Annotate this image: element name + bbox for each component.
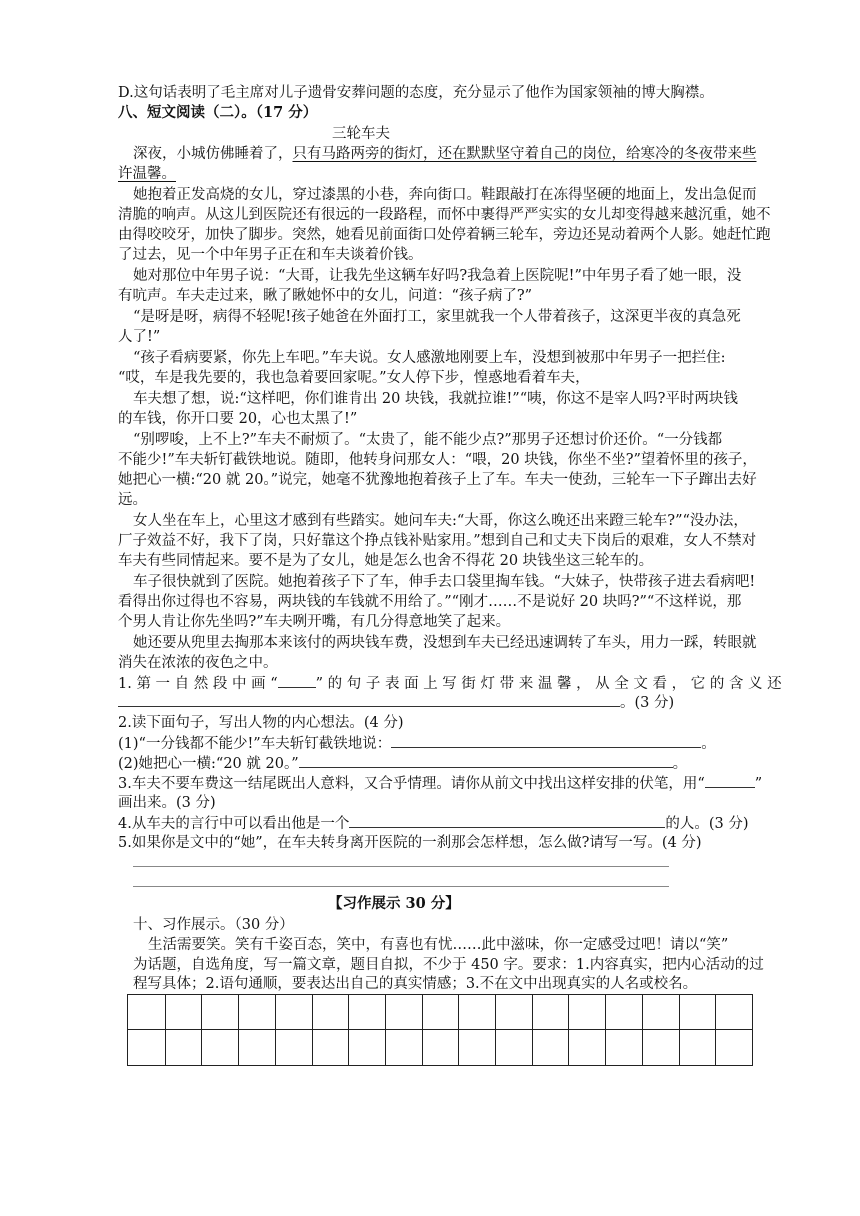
question-1-line-1: [118, 673, 782, 694]
grid-column-divider: [605, 995, 606, 1065]
q5-answer-line-1[interactable]: [133, 866, 669, 867]
para-4-line-2: 人了!”: [118, 329, 161, 345]
q4-suffix: 的人。(3 分): [665, 816, 749, 832]
para-8-line-2: 厂子效益不好，我下了岗，只好靠这个挣点钱补贴家用。”想到自己和丈夫下岗后的艰难，女人不禁对: [118, 533, 757, 549]
para-3-line-1: 她对那位中年男子说：“大哥，让我先坐这辆车好吗?我急着上医院呢!”中年男子看了她一眼，没: [133, 268, 742, 284]
para-1-line-2: 许温馨。: [118, 166, 176, 182]
grid-row-divider: [128, 1029, 752, 1030]
para-5-line-2: “哎，车是我先要的，我也急着要回家呢。”女人停下步，惶惑地看着车夫，: [118, 370, 590, 386]
para-7-line-2: 不能少!”车夫斩钉截铁地说。随即，他转身问那女人：“喂，20 块钱，你坐不坐?”望着怀里的孩子，: [118, 452, 757, 468]
para-6-line-1: 车夫想了想，说:“这样吧，你们谁肯出 20 块钱，我就拉谁!”“咦，你这不是宰人吗?平时两块钱: [133, 391, 738, 407]
para-10-line-1: 她还要从兜里去掏那本来该付的两块钱车费，没想到车夫已经迅速调转了车头，用力一踩，转眼就: [133, 635, 757, 651]
para-7-line-1: “别啰唆，上不上?”车夫不耐烦了。“太贵了，能不能少点?”那男子还想讨价还价。“一分钱都: [133, 432, 723, 448]
prompt-line-2: 为话题，自选角度，写一篇文章，题目自拟，不少于 450 字。要求：1.内容真实，把内心活动的过: [133, 957, 764, 973]
question-4: [118, 813, 749, 834]
para-3-line-2: 有吭声。车夫走过来，瞅了瞅她怀中的女儿，问道：“孩子病了?”: [118, 288, 533, 304]
q1-prefix: 1. 第 一 自 然 段 中 画 “: [118, 676, 278, 692]
option-d: D.这句话表明了毛主席对儿子遗骨安葬问题的态度，充分显示了他作为国家领袖的博大胸襟。: [118, 85, 714, 101]
q3-mark-blank[interactable]: [705, 773, 755, 788]
grid-column-divider: [165, 995, 166, 1065]
writing-grid[interactable]: [127, 994, 753, 1066]
q2-2-text: (2)她把心一横:“20 就 20。”: [118, 756, 299, 772]
grid-column-divider: [532, 995, 533, 1065]
grid-column-divider: [458, 995, 459, 1065]
grid-column-divider: [275, 995, 276, 1065]
para-2-line-4: 了过去，见一个中年男子正在和车夫谈着价钱。: [118, 247, 423, 263]
question-5: 5.如果你是文中的“她”，在车夫转身离开医院的一刹那会怎样想，怎么做?请写一写。(4 分): [118, 835, 702, 851]
para-6-line-2: 的车钱，你开口要 20，心也太黑了!”: [118, 411, 358, 427]
grid-column-divider: [312, 995, 313, 1065]
q2-2-answer-blank[interactable]: [299, 753, 673, 768]
question-2-2: [118, 753, 687, 774]
para-2-line-2: 清脆的响声。从这儿到医院还有很远的一段路程，而怀中裹得严严实实的女儿却变得越来越沉重，她不: [118, 207, 771, 223]
q1-suffix: ” 的 句 子 表 面 上 写 街 灯 带 来 温 馨 ， 从 全 文 看 ， 它 的 含 义 还: [315, 676, 782, 692]
para-8-line-3: 车夫有些同情起来。要不是为了女儿，她是怎么也舍不得花 20 块钱坐这三轮车的。: [118, 553, 654, 569]
q3-text: 3.车夫不要车费这一结尾既出人意料，又合乎情理。请你从前文中找出这样安排的伏笔，用“: [118, 776, 705, 792]
para-10-line-2: 消失在浓浓的夜色之中。: [118, 655, 278, 671]
section-10-heading: 十、习作展示。（30 分）: [133, 917, 294, 933]
q1-score: 。(3 分): [620, 695, 675, 711]
para-7-line-3: 她把心一横:“20 就 20。”说完，她毫不犹豫地抱着孩子上了车。车夫一使劲，三轮车一下子蹿出去好: [118, 472, 757, 488]
question-2-1: [118, 733, 716, 754]
prompt-line-3: 程写具体；2.语句通顺，要表达出自己的真实情感；3.不在文中出现真实的人名或校名。: [133, 976, 698, 992]
q4-answer-blank[interactable]: [349, 813, 665, 828]
para-9-line-2: 看得出你过得也不容易，两块钱的车钱就不用给了。”“刚才……不是说好 20 块吗?”“不这样说，那: [118, 594, 742, 610]
para-5-line-1: “孩子看病要紧，你先上车吧。”车夫说。女人感激地刚要上车，没想到被那中年男子一把拦住:: [133, 350, 726, 366]
q3-quote: ”: [754, 776, 763, 792]
grid-column-divider: [238, 995, 239, 1065]
q1-answer-blank[interactable]: [118, 692, 620, 707]
para-1-line-1: [133, 144, 757, 164]
q4-prefix: 4.从车夫的言行中可以看出他是一个: [118, 816, 350, 832]
para-1-plain: 深夜，小城仿佛睡着了，: [133, 146, 293, 162]
para-2-line-3: 由得咬咬牙，加快了脚步。突然，她看见前面街口处停着辆三轮车，旁边还晃动着两个人影。她赶忙跑: [118, 227, 771, 243]
grid-column-divider: [715, 995, 716, 1065]
para-9-line-1: 车子很快就到了医院。她抱着孩子下了车，伸手去口袋里掏车钱。“大妹子，快带孩子进去看病吧!: [133, 574, 756, 590]
para-8-line-1: 女人坐在车上，心里这才感到有些踏实。她问车夫:“大哥，你这么晚还出来蹬三轮车?”“没办法，: [133, 513, 748, 529]
q2-2-period: 。: [672, 756, 688, 772]
underlined-sentence: 只有马路两旁的街灯，还在默默坚守着自己的岗位，给寒冷的冬夜带来些: [292, 146, 757, 162]
q2-1-text: (1)“一分钱都不能少!”车夫斩钉截铁地说：: [118, 736, 392, 752]
grid-column-divider: [568, 995, 569, 1065]
grid-column-divider: [422, 995, 423, 1065]
passage-title: 三轮车夫: [332, 126, 390, 142]
q2-1-answer-blank[interactable]: [391, 733, 701, 748]
grid-column-divider: [495, 995, 496, 1065]
para-9-line-3: 个男人肯让你先坐吗?”车夫咧开嘴，有几分得意地笑了起来。: [118, 614, 511, 630]
grid-column-divider: [385, 995, 386, 1065]
question-3-line-2: 画出来。(3 分): [118, 795, 216, 811]
question-2: 2.读下面句子，写出人物的内心想法。(4 分): [118, 715, 404, 731]
q1-mark-blank[interactable]: [278, 673, 316, 688]
question-1-line-2: [118, 692, 674, 713]
composition-section-title: 【习作展示 30 分】: [328, 895, 460, 912]
para-7-line-4: 远。: [118, 492, 147, 508]
prompt-line-1: 生活需要笑。笑有千姿百态，笑中，有喜也有忧……此中滋味，你一定感受过吧！请以“笑”: [148, 937, 729, 953]
grid-column-divider: [348, 995, 349, 1065]
grid-column-divider: [201, 995, 202, 1065]
q5-answer-line-2[interactable]: [133, 886, 669, 887]
section-8-heading: 八、短文阅读（二）。（17 分）: [118, 104, 318, 121]
grid-column-divider: [642, 995, 643, 1065]
question-3-line-1: [118, 773, 762, 794]
para-2-line-1: 她抱着正发高烧的女儿，穿过漆黑的小巷，奔向街口。鞋跟敲打在冻得坚硬的地面上，发出急促而: [133, 187, 757, 203]
q2-1-period: 。: [701, 736, 716, 752]
para-4-line-1: “是呀是呀，病得不轻呢!孩子她爸在外面打工，家里就我一个人带着孩子，这深更半夜的真急死: [133, 309, 741, 325]
grid-column-divider: [679, 995, 680, 1065]
